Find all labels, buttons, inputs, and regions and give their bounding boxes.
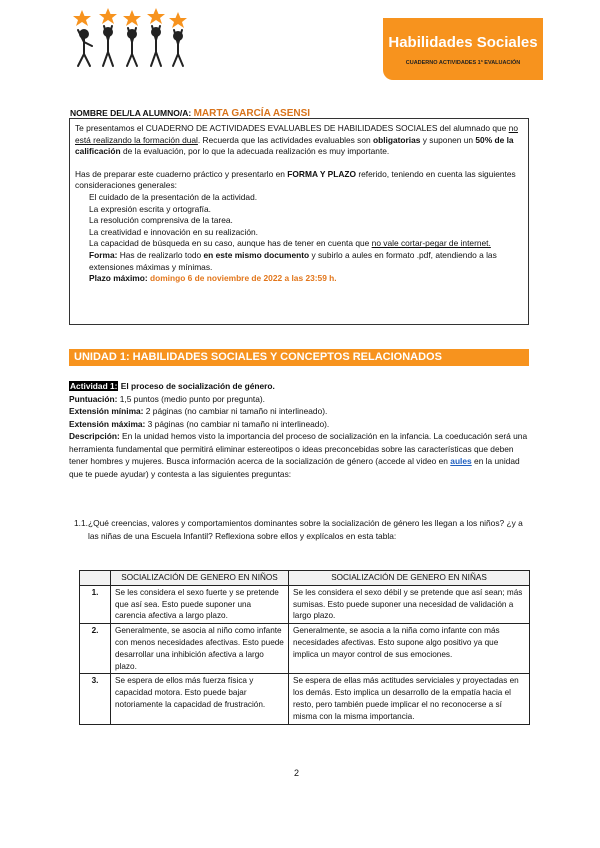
activity-score (69, 393, 529, 406)
cell-ninas: Generalmente, se asocia a la niña como infante con más necesidades afectivas. Esto supone algo positivo ya que implica un mayor control de sus emociones. (288, 624, 529, 674)
student-label: NOMBRE DEL/LA ALUMNO/A: (70, 108, 192, 118)
intro-text: referido, teniendo en cuenta las siguientes consideraciones generales: (75, 168, 516, 191)
plazo-label: Plazo máximo: (89, 273, 148, 284)
cell-ninos: Se espera de ellos más fuerza física y capacidad motora. Esto puede bajar notoriamente la capacidad de frustración. (111, 674, 289, 724)
logo (70, 8, 190, 70)
plazo-line (89, 273, 523, 285)
list-item-text: La capacidad de búsqueda en su caso, aunque has de tener en cuenta que (89, 238, 372, 249)
forma-line (89, 250, 523, 273)
question-text: ¿Qué creencias, valores y comportamientos dominantes sobre la socialización de género les llegan a los niños? ¿y a las niñas de una Escuela Infantil? Reflexiona sobre ellos y explícalos en esta tabla: (88, 518, 523, 541)
intro-paragraph-2 (75, 169, 523, 192)
plazo-value: domingo 6 de noviembre de 2022 a las 23:59 h. (147, 273, 337, 284)
cell-ninos: Se les considera el sexo fuerte y se pretende que así sea. Esto puede suponer una carencia afectiva a largo plazo. (111, 585, 289, 623)
activity-title-text: El proceso de socialización de género. (118, 381, 275, 391)
table-header (80, 571, 111, 586)
table-header: SOCIALIZACIÓN DE GENERO EN NIÑAS (288, 571, 529, 586)
intro-text: . Recuerda que las actividades evaluables son (197, 134, 373, 145)
student-name: MARTA GARCÍA ASENSI (193, 108, 311, 119)
activity-max-length (69, 418, 529, 431)
intro-bold: obligatorias (372, 134, 421, 145)
list-item: La resolución comprensiva de la tarea. (89, 215, 233, 226)
activity-description (69, 430, 529, 480)
intro-bold: FORMA Y PLAZO (287, 168, 357, 179)
stars-people-logo-icon (70, 8, 190, 70)
table-row (80, 585, 530, 623)
intro-underlined: no está realizando la formación dual (75, 123, 518, 145)
activity-title (69, 380, 529, 393)
intro-text: y suponen un (420, 134, 476, 145)
list-item: La creatividad e innovación en su realización. (89, 226, 259, 237)
header-subtitle: CUADERNO ACTIVIDADES 1ª EVALUACIÓN (405, 60, 521, 66)
activity-block (69, 380, 529, 480)
activity-tag: Actividad 1: (70, 381, 118, 391)
list-item (89, 238, 523, 250)
intro-text: Te presentamos el CUADERNO DE ACTIVIDADES EVALUABLES DE HABILIDADES SOCIALES del alumnado que (75, 123, 509, 133)
page-number: 2 (294, 768, 300, 778)
header-banner (383, 18, 543, 80)
cell-ninas: Se les considera el sexo débil y se pretende que así sean; más sumisas. Esto puede suponer una necesidad de validación a largo plazo. (288, 585, 529, 623)
intro-text: Has de preparar este cuaderno práctico y presentarlo en (75, 168, 288, 179)
instructions-box (69, 118, 529, 325)
table-row (80, 674, 530, 724)
max-label: Extensión máxima: (69, 418, 146, 429)
row-number: 1. (80, 585, 111, 623)
row-number: 2. (80, 624, 111, 674)
min-value: 2 páginas (no cambiar ni tamaño ni interlineado). (143, 406, 328, 416)
forma-text: y subirlo a aules en formato .pdf, atendiendo a las extensiones máximas y mínimas. (89, 249, 497, 272)
min-label: Extensión mínima: (69, 406, 144, 416)
list-item: El cuidado de la presentación de la actividad. (89, 191, 258, 202)
score-value: 1,5 puntos (medio punto por pregunta). (117, 393, 265, 404)
intro-paragraph-1 (75, 123, 523, 158)
aules-link[interactable]: aules (450, 456, 472, 466)
table-header-row (80, 571, 530, 586)
list-item-underlined: no vale cortar-pegar de internet. (371, 238, 491, 249)
intro-bold: 50% de la calificación (75, 134, 514, 157)
desc-label: Descripción: (69, 431, 120, 441)
forma-label: Forma: (89, 249, 118, 260)
socialization-table (79, 570, 530, 725)
forma-text: Has de realizarlo todo (117, 249, 204, 260)
cell-ninos: Generalmente, se asocia al niño como infante con menos necesidades afectivas. Esto puede desarrollar una inhibición afectiva a largo plazo. (111, 624, 289, 674)
score-label: Puntuación: (69, 393, 118, 404)
activity-min-length (69, 405, 529, 418)
considerations-list (75, 192, 523, 285)
table-header: SOCIALIZACIÓN DE GENERO EN NIÑOS (111, 571, 289, 586)
desc-text: en la unidad que te puede ayudar) y contesta a las siguientes preguntas: (69, 456, 520, 479)
max-value: 3 páginas (no cambiar ni tamaño ni interlineado). (145, 418, 330, 429)
row-number: 3. (80, 674, 111, 724)
unit-heading: UNIDAD 1: HABILIDADES SOCIALES Y CONCEPTOS RELACIONADOS (69, 349, 529, 366)
forma-bold: en este mismo documento (203, 249, 310, 260)
cell-ninas: Se espera de ellas más actitudes serviciales y proyectadas en los demás. Esto implica un desarrollo de la empatía hacia el resto, pero también puede implicar el no reconocerse a sí misma con la misma importancia. (288, 674, 529, 724)
desc-text: En la unidad hemos visto la importancia del proceso de socialización en la infancia. La coeducación será una herramienta fundamental que permitirá eliminar estereotipos o ideas preconcebidas sobre las características que deben tener hombres y mujeres. Busca información acerca de la socialización de género (accede al video en (69, 431, 528, 466)
table-row (80, 624, 530, 674)
list-item: La expresión escrita y ortografía. (89, 203, 211, 214)
header-title: Habilidades Sociales (388, 34, 538, 51)
intro-text: de la evaluación, por lo que la adecuada realización es muy importante. (120, 146, 390, 157)
question-number: 1.1. (74, 518, 88, 528)
